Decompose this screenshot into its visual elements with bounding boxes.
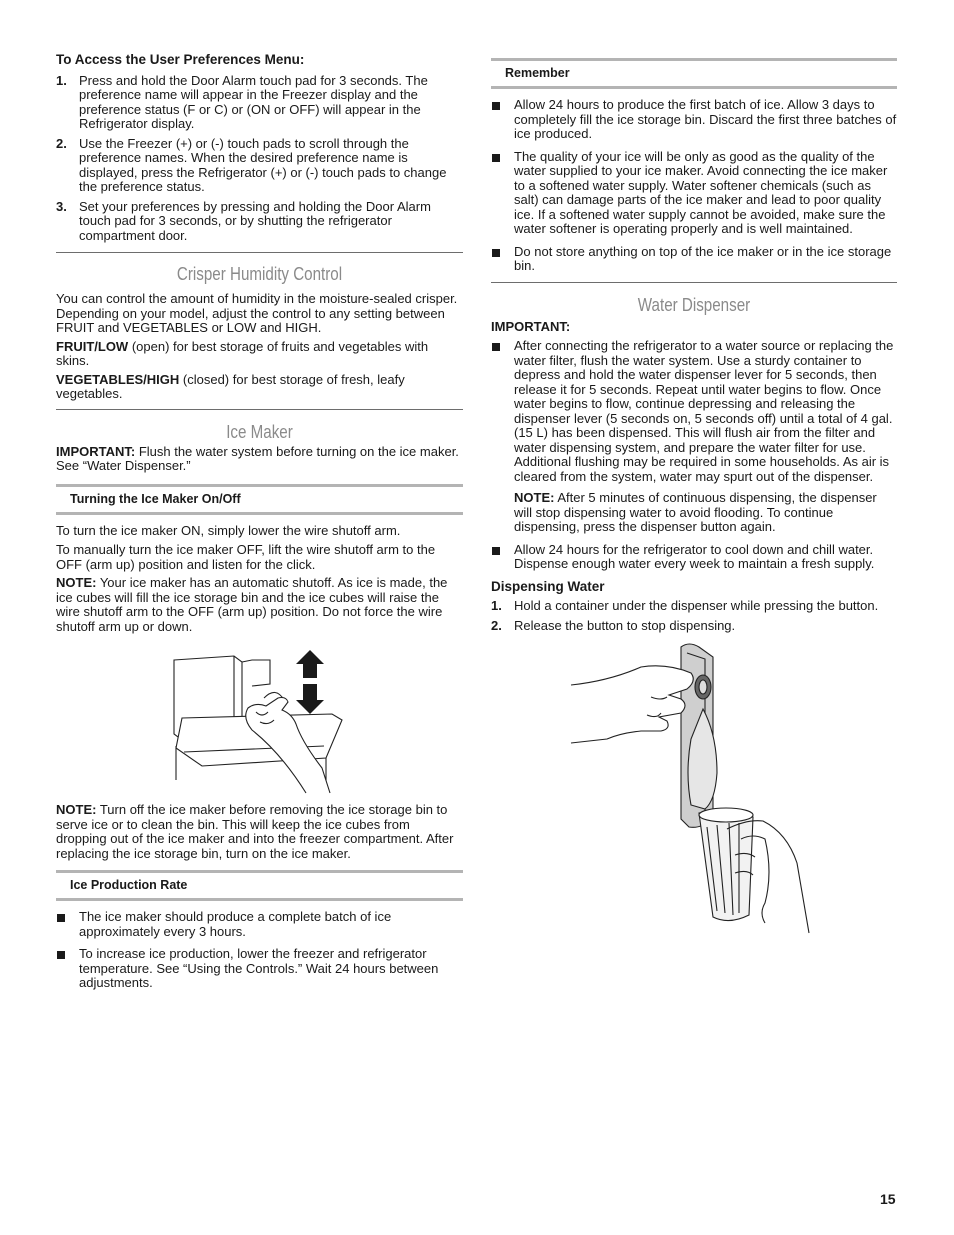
dispensing-water-heading: Dispensing Water	[491, 578, 605, 594]
crisper-section-title: Crisper Humidity Control	[176, 263, 343, 284]
fruit-label: FRUIT/LOW	[56, 338, 129, 354]
rate-bullet-1	[56, 910, 463, 939]
bullet-text: Do not store anything on top of the ice maker or in the ice storage bin.	[514, 243, 892, 273]
note-label: NOTE:	[56, 575, 97, 590]
onoff-paragraph-2: To manually turn the ice maker OFF, lift the wire shutoff arm to the OFF (arm up) position and listen for the click.	[56, 542, 436, 572]
water-note	[514, 491, 897, 535]
crisper-fruit-setting	[56, 340, 463, 369]
veg-text: (closed) for best storage of fresh, leafy vegetables.	[56, 371, 405, 401]
important-text: Flush the water system before turning on the ice maker. See “Water Dispenser.”	[56, 443, 459, 473]
onoff-paragraph-1: To turn the ice maker ON, simply lower the wire shutoff arm.	[56, 522, 401, 538]
bullet-square-icon	[492, 547, 500, 555]
page-number: 15	[880, 1191, 896, 1207]
step-number: 2.	[56, 135, 67, 151]
note-label: NOTE:	[514, 490, 555, 505]
step-text: Set your preferences by pressing and holding the Door Alarm touch pad for 3 seconds, or by shutting the refrigerator compartment door.	[79, 198, 431, 243]
step-number: 3.	[56, 198, 67, 214]
note-text: After 5 minutes of continuous dispensing, the dispenser will stop dispensing water to avoid flooding. To continue dispensing, press the dispenser button again.	[514, 490, 877, 534]
fruit-text: (open) for best storage of fruits and vegetables with skins.	[56, 338, 429, 368]
bullet-square-icon	[492, 249, 500, 257]
remember-subheading: Remember	[491, 58, 897, 89]
step-number: 1.	[491, 598, 502, 613]
remember-bullet-2	[491, 150, 897, 237]
section-divider	[56, 252, 463, 253]
note-text: Turn off the ice maker before removing the ice storage bin to serve ice or to clean the bin. This will keep the ice cubes from dropping out of the ice maker and into the freezer compartment. After replacing the ice storage bin, turn on the ice maker.	[56, 802, 454, 861]
right-column	[491, 58, 897, 943]
ice-maker-section-title: Ice Maker	[226, 420, 293, 442]
remember-bullet-3	[491, 245, 897, 274]
step-text: Release the button to stop dispensing.	[514, 617, 736, 633]
section-divider	[491, 282, 897, 283]
crisper-veg-setting	[56, 373, 463, 402]
bullet-text: The quality of your ice will be only as good as the quality of the water supplied to your ice maker. Avoid connecting the ice maker to a softened water supply. Water softener chemicals (such as salt) can damage parts of the ice maker and lead to poor quality ice. If a softened water supply cannot be avoided, make sure the water softener is operating properly and is well maintained.	[514, 148, 888, 236]
ice-maker-illustration	[56, 648, 463, 798]
section-divider	[56, 409, 463, 410]
ice-maker-important	[56, 445, 463, 474]
ice-maker-arm-drawing	[56, 648, 463, 798]
bullet-square-icon	[57, 951, 65, 959]
step-text: Hold a container under the dispenser while pressing the button.	[514, 598, 879, 613]
rate-bullets	[56, 910, 463, 991]
note-label: NOTE:	[56, 802, 97, 817]
dispensing-step-2	[491, 619, 897, 634]
access-step-1	[56, 74, 463, 132]
step-text: Use the Freezer (+) or (-) touch pads to scroll through the preference names. When the desired preference name is displayed, press the Refrigerator (+) or (-) touch pads to change the preference status.	[79, 135, 447, 194]
important-label: IMPORTANT:	[56, 443, 136, 459]
ice-maker-note-1	[56, 576, 463, 634]
bullet-square-icon	[492, 154, 500, 162]
dispensing-steps	[491, 599, 897, 633]
bullet-text: Allow 24 hours for the refrigerator to cool down and chill water. Dispense enough water every week to maintain a fresh supply.	[514, 541, 875, 571]
step-number: 2.	[491, 617, 502, 633]
water-dispenser-section-title: Water Dispenser	[637, 293, 751, 315]
dispensing-step-1	[491, 599, 897, 614]
water-dispenser-illustration	[491, 643, 897, 943]
veg-label: VEGETABLES/HIGH	[56, 371, 180, 387]
bullet-text: To increase ice production, lower the freezer and refrigerator temperature. See “Using the Controls.” Wait 24 hours between adjustments.	[79, 946, 439, 990]
rate-subheading: Ice Production Rate	[56, 870, 463, 901]
left-column	[56, 52, 463, 999]
bullet-square-icon	[57, 914, 65, 922]
water-bullets	[491, 339, 897, 572]
bullet-text: After connecting the refrigerator to a water source or replacing the water filter, flush the water system. Use a sturdy container to depress and hold the water dispenser lever for 5 seconds, then release it for 5 seconds. Repeat until water begins to flow. Once water begins to flow, continue depressing and releasing the dispenser lever (5 seconds on, 5 seconds off) until a total of 4 gal. (15 L) has been dispensed. This will flush air from the filter and water dispensing system, and prepare the water filter for use. Additional flushing may be required in some households. As air is cleared from the system, water may spurt out of the dispenser.	[514, 338, 894, 484]
access-step-3	[56, 200, 463, 244]
crisper-intro: You can control the amount of humidity in the moisture-sealed crisper. Depending on your model, adjust the control to any setting between FRUIT and VEGETABLES or LOW and HIGH.	[56, 291, 458, 335]
onoff-subheading: Turning the Ice Maker On/Off	[56, 484, 463, 515]
bullet-square-icon	[492, 343, 500, 351]
dispenser-drawing	[491, 643, 897, 943]
bullet-text: Allow 24 hours to produce the first batch of ice. Allow 3 days to completely fill the ice storage bin. Discard the first three batches of ice produced.	[514, 97, 897, 141]
step-number: 1.	[56, 72, 67, 88]
remember-bullet-1	[491, 98, 897, 142]
access-menu-steps	[56, 74, 463, 244]
water-bullet-2	[491, 543, 897, 572]
access-step-2	[56, 137, 463, 195]
rate-bullet-2	[56, 947, 463, 991]
water-bullet-1	[491, 339, 897, 535]
note-text: Your ice maker has an automatic shutoff. As ice is made, the ice cubes will fill the ice storage bin and the ice cubes will raise the wire shutoff arm to the OFF (arm up) position. Do not force the wire shutoff arm up or down.	[56, 575, 448, 634]
remember-bullets	[491, 98, 897, 274]
step-text: Press and hold the Door Alarm touch pad for 3 seconds. The preference name will appear in the Freezer display and the preference status (F or C) or (ON or OFF) will appear in the Refrigerator display.	[79, 72, 428, 131]
bullet-text: The ice maker should produce a complete batch of ice approximately every 3 hours.	[79, 909, 392, 939]
bullet-square-icon	[492, 102, 500, 110]
ice-maker-note-2	[56, 803, 463, 861]
access-menu-heading: To Access the User Preferences Menu:	[56, 52, 305, 67]
water-important-label: IMPORTANT:	[491, 318, 571, 334]
